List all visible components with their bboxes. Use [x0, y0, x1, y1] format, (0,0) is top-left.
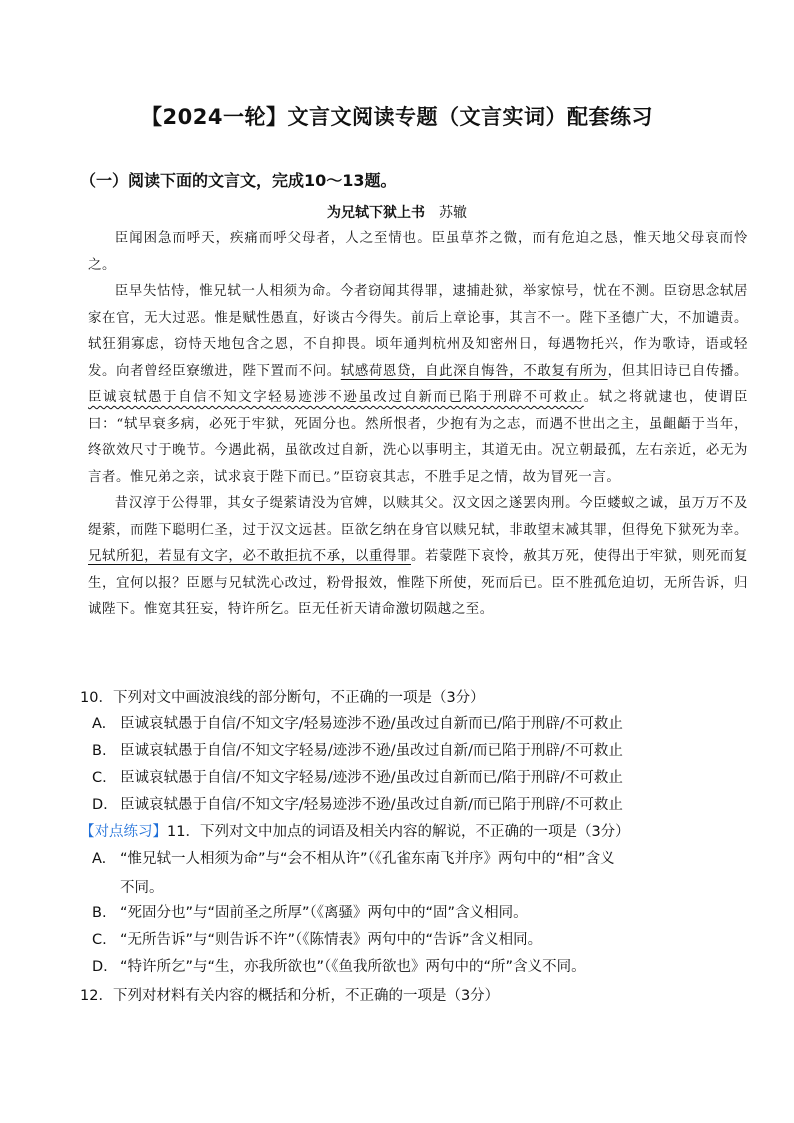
option-letter: D. — [92, 959, 108, 975]
practice-tag: 【对点练习】 — [80, 824, 167, 840]
question-10-option-a[interactable] — [92, 714, 623, 734]
option-text: 臣诚哀轼愚于自信/不知文字/轻易迹涉不逊/虽改过自新而已/陷于刑辟/不可救止 — [120, 716, 623, 732]
question-11-option-a[interactable] — [92, 849, 615, 869]
passage-paragraph-3 — [88, 491, 748, 624]
question-10-option-c[interactable] — [92, 768, 623, 788]
underlined-sentence: 轼感荷恩贷，自此深自悔咎，不敢复有所为 — [340, 363, 608, 379]
passage-paragraph-1: 臣闻困急而呼天，疾痛而呼父母者，人之至情也。臣虽草芥之微，而有危迫之恳，惟天地父母哀而怜之。 — [88, 231, 748, 273]
option-text: “特许所乞”与“生，亦我所欲也”（《鱼我所欲也》两句中的“所”含义不同。 — [120, 959, 586, 975]
option-text: 臣诚哀轼愚于自信/不知文字/轻易迹涉不逊/虽改过自新/而已陷于刑辟/不可救止 — [120, 797, 623, 813]
passage-body — [88, 226, 748, 624]
question-11-option-c[interactable] — [92, 930, 542, 950]
wavy-underlined-sentence: 臣诚哀轼愚于自信不知文字轻易迹涉不逊虽改过自新而已陷于刑辟不可救止 — [88, 390, 584, 405]
page-title: 【2024一轮】文言文阅读专题（文言实词）配套练习 — [141, 105, 653, 129]
question-11-text: 11．下列对文中加点的词语及相关内容的解说，不正确的一项是（3分） — [167, 824, 630, 840]
passage-author: 苏辙 — [439, 205, 467, 221]
question-11-stem — [80, 822, 630, 842]
passage-text: 。轼之将就逮也，使谓臣曰：“轼早衰多病，必死于牢狱，死固分也。然所恨者，少抱有为之志，而遇不世出之主，虽齟齬于当年，终欲效尺寸于晚节。今遇此祸，虽欲改过自新，洗心以事明主，其道无由。况立朝最孤，左右亲近，必无为言者。惟兄弟之亲，试求哀于陛下而已。”臣窃哀其志，不胜手足之情，故为冒死一言。 — [88, 390, 748, 485]
option-letter: B. — [92, 905, 107, 921]
question-12-stem: 12．下列对材料有关内容的概括和分析，不正确的一项是（3分） — [80, 988, 500, 1004]
underlined-sentence: 兄轼所犯，若显有文字，必不敢拒抗不承，以重得罪 — [88, 549, 411, 564]
option-letter: A. — [92, 851, 107, 867]
option-letter: C. — [92, 932, 107, 948]
option-text: “惟兄轼一人相须为命”与“会不相从许”（《孔雀东南飞并序》两句中的“相”含义 — [120, 851, 615, 867]
option-letter: A. — [92, 716, 107, 732]
passage-text: 。若蒙陛下哀怜，赦其万死，使得出于牢狱，则死而复生，宜何以报？臣愿与兄轼洗心改过，粉骨报效，惟陛下所使，死而后已。臣不胜孤危迫切，无所告诉，归诚陛下。惟宽其狂妄，特许所乞。臣无任祈天请命激切陨越之至。 — [88, 549, 748, 617]
option-text: “死固分也”与“固前圣之所厚”（《离骚》两句中的“固”含义相同。 — [120, 905, 528, 921]
passage-text: 臣早失怙恃，惟兄轼一人相须为命。今者窃闻其得罪，逮捕赴狱，举家惊号，忧在不测。臣窃思念轼居家在官，无大过恶。惟是赋性愚直，好谈古今得失。前后上章论事，其言不一。陛下圣德广大，不加谴责。轼狂狷寡虑，窃恃天地包含之恩，不自抑畏。顷年通判杭州及知密州日，每遇物托兴，作为歌诗，语或轻发。向者曾经臣寮缴进，陛下置而不问。 — [88, 284, 748, 379]
question-11-option-b[interactable] — [92, 903, 528, 923]
passage-title — [0, 202, 794, 222]
option-letter: B. — [92, 743, 107, 759]
question-10-option-b[interactable] — [92, 741, 623, 761]
passage-text: 昔汉淳于公得罪，其女子缇萦请没为官婢，以赎其父。汉文因之遂罢肉刑。今臣蝼蚁之诚，虽万万不及缇萦，而陛下聪明仁圣，过于汉文远甚。臣欲乞纳在身官以赎兄轼，非敢望末减其罪，但得免下狱死为幸。 — [88, 496, 748, 538]
option-letter: C. — [92, 770, 107, 786]
question-10-stem: 10．下列对文中画波浪线的部分断句，不正确的一项是（3分） — [80, 690, 485, 706]
question-10-option-d[interactable] — [92, 795, 623, 815]
option-text: 臣诚哀轼愚于自信/不知文字轻易/迹涉不逊/虽改过自新而已/陷于刑辟/不可救止 — [120, 770, 623, 786]
option-text: “无所告诉”与“则告诉不许”（《陈情表》两句中的“告诉”含义相同。 — [120, 932, 543, 948]
question-11-option-a-continuation: 不同。 — [120, 880, 164, 896]
passage-paragraph-2 — [88, 279, 748, 491]
question-11-option-d[interactable] — [92, 957, 586, 977]
passage-text: ，但其旧诗已自传播。 — [607, 363, 748, 379]
option-letter: D. — [92, 797, 108, 813]
option-text: 臣诚哀轼愚于自信/不知文字轻易/迹涉不逊/虽改过自新/而已陷于刑辟/不可救止 — [120, 743, 623, 759]
section-heading: （一）阅读下面的文言文，完成10～13题。 — [80, 171, 397, 190]
passage-title-text: 为兄轼下狱上书 — [327, 205, 425, 221]
